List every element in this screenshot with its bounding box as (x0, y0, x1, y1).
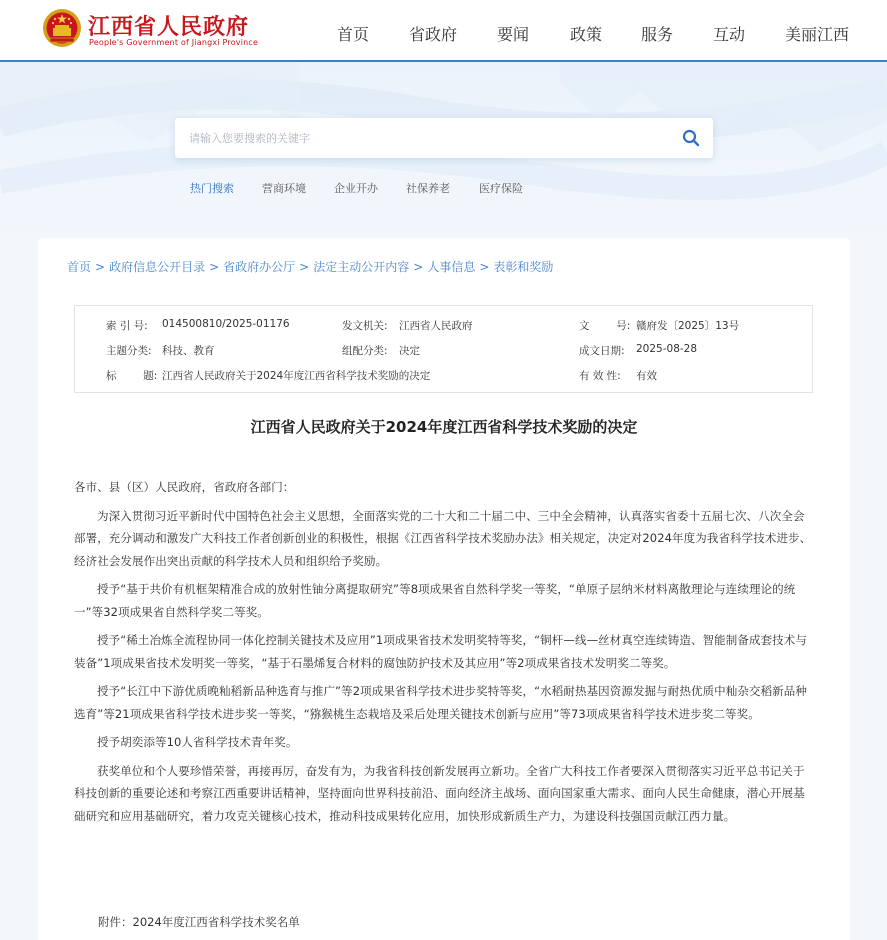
body-paragraph: 授予“长江中下游优质晚籼稻新品种选育与推广”等2项成果省科学技术进步奖特等奖，“水稻耐热基因资源发掘与耐热优质中籼杂交稻新品种选育”等21项成果省科学技术进步奖一等奖，“猕猴桃生态栽培及采后处理关键技术创新与应用”等73项成果省科学技术进步奖二等奖。 (74, 684, 807, 721)
title-value: 江西省人民政府关于2024年度江西省科学技术奖励的决定 (162, 370, 431, 382)
body-paragraph: 授予胡奕添等10人省科学技术青年奖。 (97, 735, 298, 749)
hot-searches (0, 180, 887, 196)
body-paragraph: 获奖单位和个人要珍惜荣誉，再接再厉，奋发有为，为我省科技创新发展再立新功。全省广大科技工作者要深入贯彻落实习近平总书记关于科技创新的重要论述和考察江西重要讲话精神，坚持面向世界科技前沿、面向经济主战场、面向国家重大需求、面向人民生命健康，潜心开展基础研究和应用基础研究，着力攻克关键核心技术，推动科技成果转化应用，加快形成新质生产力，为建设科技强国贡献江西力量。 (74, 763, 805, 823)
validity-value: 有效 (636, 370, 657, 382)
banner-decoration (0, 62, 887, 262)
doc-number-value: 赣府发〔2025〕13号 (636, 320, 740, 332)
breadcrumb-mandatory-disclosure[interactable]: 法定主动公开内容 (313, 260, 410, 274)
issuer-label: 发文机关: (342, 320, 388, 332)
body-paragraph: 授予“稀土冶炼全流程协同一体化控制关键技术及应用”1项成果省技术发明奖特等奖，“铜杆—线—丝材真空连续铸造、智能制备成套技术与装备”1项成果省技术发明奖一等奖，“基于石墨烯复合材料的腐蚀防护技术及其应用”等2项成果省技术发明奖二等奖。 (74, 633, 807, 670)
breadcrumb-personnel-info[interactable]: 人事信息 (427, 260, 476, 274)
document-title: 江西省人民政府关于2024年度江西省科学技术奖励的决定 (250, 418, 638, 436)
site-name-en: People's Government of Jiangxi Province (89, 38, 259, 47)
main-nav (0, 22, 887, 46)
nav-home[interactable]: 首页 (337, 25, 370, 44)
form-value: 决定 (399, 345, 420, 357)
breadcrumb-separator: > (479, 260, 490, 274)
site-header (0, 0, 887, 62)
hot-search-company-registration[interactable]: 企业开办 (334, 182, 378, 195)
nav-service[interactable]: 服务 (641, 25, 674, 44)
breadcrumb-home[interactable]: 首页 (67, 260, 92, 274)
breadcrumb-separator: > (209, 260, 220, 274)
breadcrumb-info-catalog[interactable]: 政府信息公开目录 (109, 260, 206, 274)
date-label: 成文日期: (579, 345, 625, 357)
issuer-value: 江西省人民政府 (399, 320, 473, 332)
hot-search-title[interactable]: 热门搜索 (190, 182, 234, 195)
body-paragraph: 为深入贯彻习近平新时代中国特色社会主义思想，全面落实党的二十大和二十届二中、三中全会精神，认真落实省委十五届七次、八次全会部署，充分调动和激发广大科技工作者创新创业的积极性，根据《江西省科学技术奖励办法》相关规定，决定对2024年度为我省科学技术进步、经济社会发展作出突出贡献的科学技术人员和组织给予奖励。 (74, 508, 812, 568)
salutation: 各市、县（区）人民政府，省政府各部门： (74, 480, 295, 494)
form-label: 组配分类: (342, 345, 388, 357)
index-label: 索 引 号: (106, 320, 148, 332)
content-card (38, 238, 850, 940)
breadcrumb-separator: > (299, 260, 310, 274)
breadcrumb-separator: > (95, 260, 106, 274)
title-label: 标 题: (106, 370, 158, 382)
nav-policy[interactable]: 政策 (570, 25, 603, 44)
hot-search-business-environment[interactable]: 营商环境 (262, 182, 306, 195)
breadcrumb-separator: > (413, 260, 424, 274)
validity-label: 有 效 性: (579, 370, 621, 382)
search-input[interactable] (189, 128, 659, 148)
hot-search-medical-insurance[interactable]: 医疗保险 (479, 182, 523, 195)
nav-interaction[interactable]: 互动 (713, 25, 746, 44)
body-paragraph: 授予“基于共价有机框架精准合成的放射性铀分离提取研究”等8项成果省自然科学奖一等奖，“单原子层纳米材料离散理论与连续理论的统一”等32项成果省自然科学奖二等奖。 (74, 582, 796, 619)
search-banner (0, 62, 887, 262)
breadcrumb-general-office[interactable]: 省政府办公厅 (223, 260, 296, 274)
document-body (74, 476, 814, 833)
topic-value: 科技、教育 (162, 345, 215, 357)
date-value: 2025-08-28 (636, 343, 698, 355)
search-box (175, 118, 713, 158)
doc-number-label: 文 号: (579, 320, 631, 332)
nav-news[interactable]: 要闻 (497, 25, 530, 44)
nav-province-government[interactable]: 省政府 (409, 25, 458, 44)
hot-search-pension[interactable]: 社保养老 (406, 182, 450, 195)
nav-beautiful-jiangxi[interactable]: 美丽江西 (785, 25, 850, 44)
site-name: 江西省人民政府 (88, 15, 250, 40)
document-metadata (74, 305, 813, 393)
search-icon[interactable] (681, 128, 701, 148)
topic-label: 主题分类: (106, 345, 152, 357)
attachment-link[interactable]: 附件：2024年度江西省科学技术奖名单 (98, 915, 300, 929)
index-value: 014500810/2025-01176 (162, 318, 290, 330)
breadcrumb-awards[interactable]: 表彰和奖励 (493, 260, 554, 274)
breadcrumb (67, 258, 553, 275)
